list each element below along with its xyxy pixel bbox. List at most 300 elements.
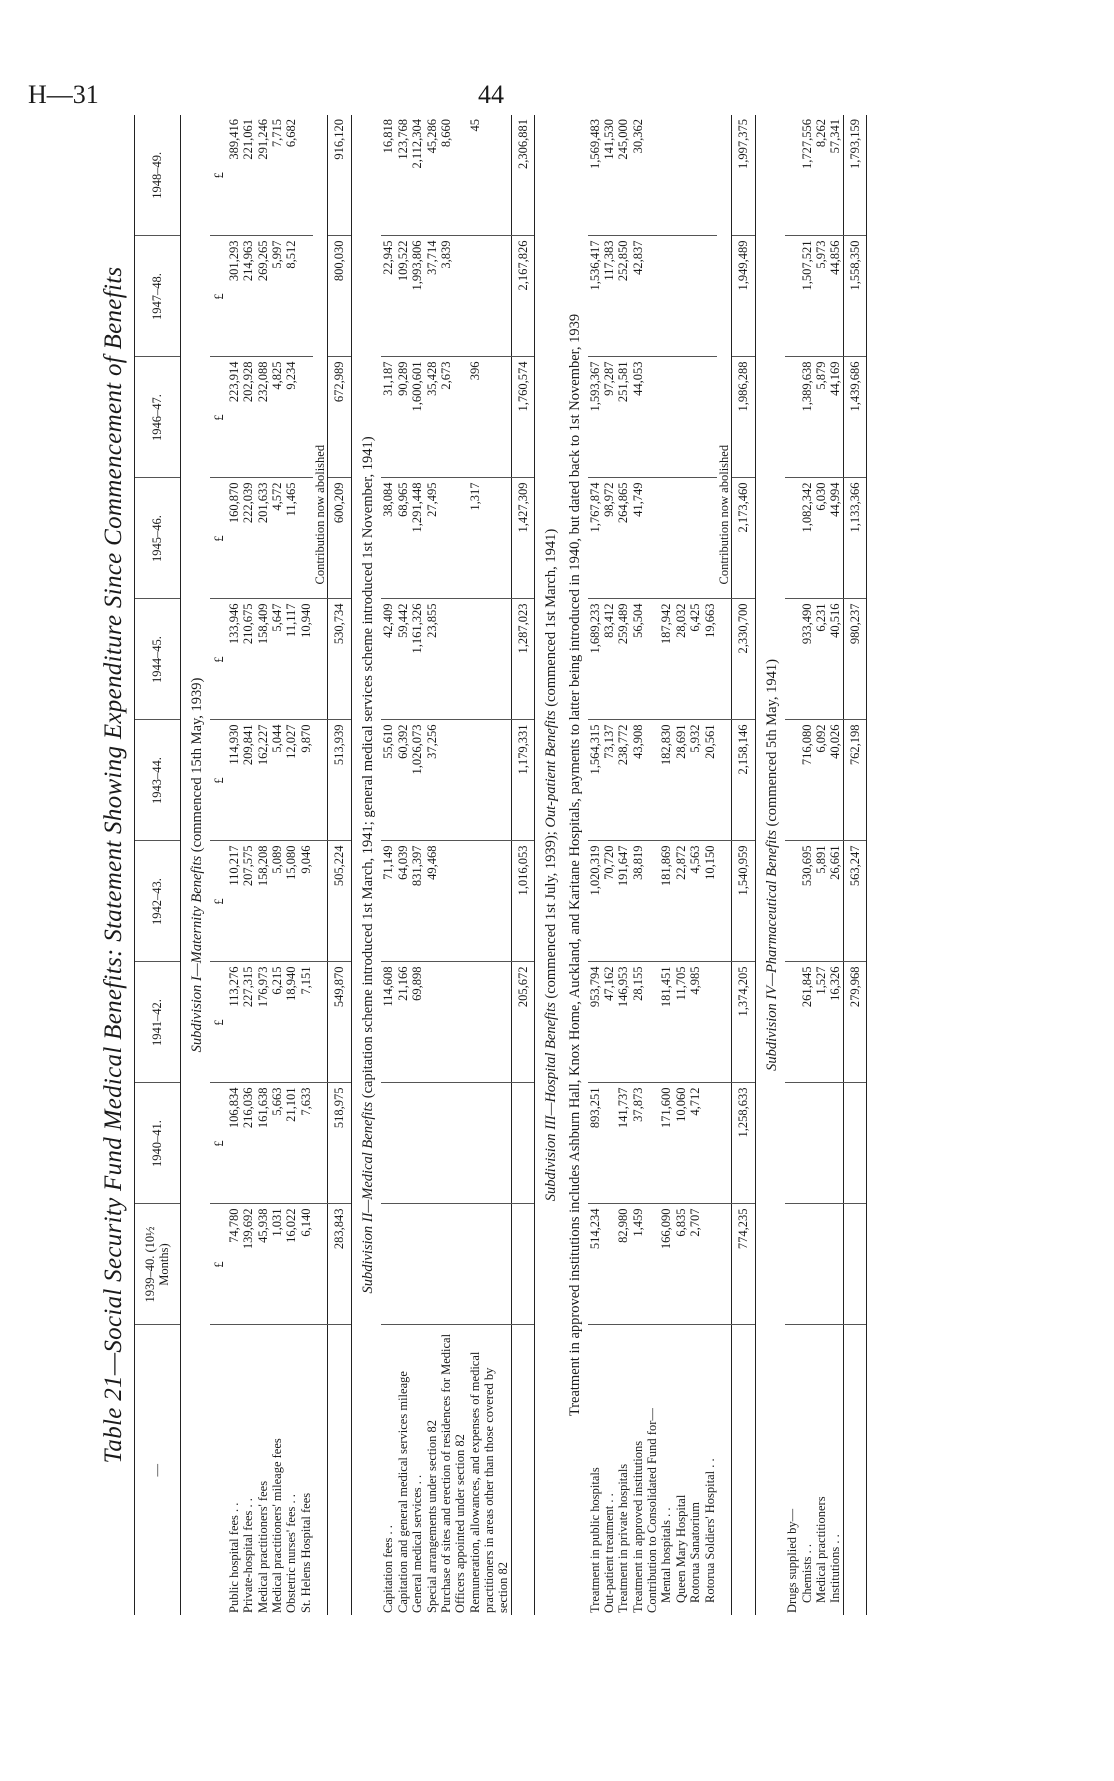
table-cell: 82,980: [616, 1204, 630, 1325]
row-label: Remuneration, allowances, and expenses of medical practitioners in areas other than those covered by section 82: [467, 1351, 511, 1613]
total-cell: 1,133,366: [843, 478, 866, 599]
table-cell: 6,140: [299, 1204, 313, 1325]
table-cell: [703, 115, 717, 236]
total-row: [732, 115, 755, 1615]
table-cell: 187,942: [659, 599, 673, 720]
table-row: [659, 115, 673, 1615]
table-row: [256, 115, 270, 1615]
table-row: [645, 115, 659, 1615]
row-label: Contribution to Consolidated Fund for—: [645, 1408, 660, 1613]
table-cell: 21,166: [396, 962, 410, 1083]
column-header: 1947–48.: [135, 236, 181, 357]
table-cell: 893,251: [588, 1083, 602, 1204]
table-row: [828, 115, 843, 1615]
total-cell: 1,997,375: [732, 115, 755, 236]
row-label: Medical practitioners' mileage fees: [269, 1438, 284, 1613]
table-cell: 98,972: [602, 478, 616, 599]
table-cell: 114,930: [227, 720, 241, 841]
table-cell: 6,231: [814, 599, 828, 720]
table-cell: [703, 962, 717, 1083]
table-cell: 171,600: [659, 1083, 673, 1204]
currency-symbol: £: [210, 115, 226, 236]
table-cell: [602, 1083, 616, 1204]
table-cell: 1,026,073: [410, 720, 424, 841]
table-cell: 4,572: [270, 478, 284, 599]
table-cell: [439, 1083, 468, 1204]
table-cell: 158,208: [256, 841, 270, 962]
table-cell: 41,749: [631, 478, 645, 599]
row-label: St. Helens Hospital fees: [298, 1492, 313, 1613]
table-cell: 1,507,521: [800, 236, 814, 357]
table-cell: 113,276: [227, 962, 241, 1083]
section-heading-part: Out-patient Benefits: [543, 710, 560, 828]
table-cell: 40,516: [828, 599, 843, 720]
table-cell: 73,137: [602, 720, 616, 841]
table-cell: 396: [468, 357, 512, 478]
section-heading-part: Subdivision I—Maternity Benefits: [188, 855, 205, 1053]
table-cell: [800, 1204, 814, 1325]
table-cell: 7,633: [299, 1083, 313, 1204]
table-cell: 49,468: [425, 841, 439, 962]
total-cell: 530,734: [328, 599, 351, 720]
table-cell: [439, 720, 468, 841]
table-cell: 181,869: [659, 841, 673, 962]
row-label: Treatment in private hospitals: [616, 1463, 631, 1613]
total-cell: 1,949,489: [732, 236, 755, 357]
table-cell: [785, 1083, 799, 1204]
table-cell: 1,291,448: [410, 478, 424, 599]
row-label: Chemists . .: [799, 1543, 814, 1603]
table-cell: 56,504: [631, 599, 645, 720]
table-cell: [468, 962, 512, 1083]
currency-symbol: £: [210, 1204, 226, 1325]
table-cell: 83,412: [602, 599, 616, 720]
table-cell: 1,317: [468, 478, 512, 599]
table-cell: 47,162: [602, 962, 616, 1083]
table-cell: 264,865: [616, 478, 630, 599]
total-row: [843, 115, 866, 1615]
table-cell: [674, 478, 688, 599]
table-cell: [468, 841, 512, 962]
table-cell: 222,039: [241, 478, 255, 599]
total-cell: 2,158,146: [732, 720, 755, 841]
table-cell: 389,416: [227, 115, 241, 236]
page-number: 44: [478, 80, 504, 109]
table-cell: [645, 236, 659, 357]
table-row: [814, 115, 828, 1615]
table-cell: 1,536,417: [588, 236, 602, 357]
table-cell: [659, 478, 673, 599]
column-header-item: —: [135, 1325, 181, 1615]
table-cell: [785, 720, 799, 841]
table-cell: 10,940: [299, 599, 313, 720]
table-cell: 11,117: [284, 599, 298, 720]
table-cell: 90,289: [396, 357, 410, 478]
table-cell: [602, 1204, 616, 1325]
total-cell: 1,179,331: [511, 720, 534, 841]
table-cell: 933,490: [800, 599, 814, 720]
total-cell: 800,030: [328, 236, 351, 357]
table-cell: 1,767,874: [588, 478, 602, 599]
table-cell: 166,090: [659, 1204, 673, 1325]
table-cell: [396, 1083, 410, 1204]
table-cell: [645, 478, 659, 599]
total-cell: 762,198: [843, 720, 866, 841]
table-cell: [425, 962, 439, 1083]
row-label: Private-hospital fees . .: [241, 1498, 256, 1613]
table-cell: 221,061: [241, 115, 255, 236]
table-cell: 45,286: [425, 115, 439, 236]
table-cell: [688, 236, 702, 357]
column-header: 1943–44.: [135, 720, 181, 841]
table-cell: [785, 599, 799, 720]
total-cell: 505,224: [328, 841, 351, 962]
total-cell: [511, 1083, 534, 1204]
section-heading-part: Subdivision IV—Pharmaceutical Benefits: [763, 830, 780, 1071]
currency-symbol: £: [210, 236, 226, 357]
table-cell: [674, 236, 688, 357]
table-cell: 23,855: [425, 599, 439, 720]
table-cell: 1,593,367: [588, 357, 602, 478]
total-cell: 1,986,288: [732, 357, 755, 478]
table-cell: 139,692: [241, 1204, 255, 1325]
total-cell: [843, 1083, 866, 1204]
table-cell: 3,839: [439, 236, 468, 357]
table-cell: [299, 357, 313, 478]
total-cell: 1,374,205: [732, 962, 755, 1083]
table-cell: 71,149: [381, 841, 395, 962]
table-cell: 6,835: [674, 1204, 688, 1325]
table-cell: [381, 1083, 395, 1204]
table-cell: 37,873: [631, 1083, 645, 1204]
table-cell: [703, 357, 717, 478]
table-row: [785, 115, 799, 1615]
column-header: 1946–47.: [135, 357, 181, 478]
table-cell: 160,870: [227, 478, 241, 599]
table-cell: 4,985: [688, 962, 702, 1083]
row-label: Public hospital fees . .: [226, 1502, 241, 1613]
table-row: [410, 115, 424, 1615]
table-cell: 245,000: [616, 115, 630, 236]
table-cell: [785, 478, 799, 599]
table-cell: [468, 1204, 512, 1325]
table-cell: 22,945: [381, 236, 395, 357]
row-label: Drugs supplied by—: [785, 1508, 800, 1613]
table-cell: [785, 236, 799, 357]
table-cell: 55,610: [381, 720, 395, 841]
table-cell: 74,780: [227, 1204, 241, 1325]
table-cell: 5,044: [270, 720, 284, 841]
total-cell: 513,939: [328, 720, 351, 841]
table-cell: 28,032: [674, 599, 688, 720]
table-cell: 28,155: [631, 962, 645, 1083]
table-cell: 1,031: [270, 1204, 284, 1325]
table-cell: 114,608: [381, 962, 395, 1083]
table-cell: 10,150: [703, 841, 717, 962]
table-cell: [645, 357, 659, 478]
section-heading-part: (capitation scheme introduced 1st March, 1941; general medical services scheme introduced 1st November, 1941): [359, 436, 376, 1102]
table-cell: 2,112,304: [410, 115, 424, 236]
table-cell: 44,053: [631, 357, 645, 478]
table-cell: [645, 115, 659, 236]
table-cell: 42,837: [631, 236, 645, 357]
table-cell: 953,794: [588, 962, 602, 1083]
table-row: [396, 115, 410, 1615]
table-cell: 9,046: [299, 841, 313, 962]
section-heading-part: (commenced 1st March, 1941): [543, 528, 560, 711]
table-cell: 60,392: [396, 720, 410, 841]
total-cell: 1,558,350: [843, 236, 866, 357]
currency-symbol: £: [210, 962, 226, 1083]
table-cell: 30,362: [631, 115, 645, 236]
table-cell: 1,569,483: [588, 115, 602, 236]
table-cell: 5,932: [688, 720, 702, 841]
table-cell: [814, 1083, 828, 1204]
row-label: Rotorua Sanatorium: [688, 1501, 703, 1603]
row-label: Treatment in public hospitals: [587, 1467, 602, 1613]
table-cell: [381, 1204, 395, 1325]
table-cell: 232,088: [256, 357, 270, 478]
table-cell: 291,246: [256, 115, 270, 236]
section-heading-part: Subdivision II—Medical Benefits: [359, 1101, 376, 1294]
currency-symbol: £: [210, 841, 226, 962]
table-cell: 109,522: [396, 236, 410, 357]
currency-symbol: £: [210, 1083, 226, 1204]
benefits-table: [134, 115, 867, 1615]
table-cell: 44,856: [828, 236, 843, 357]
table-title: Table 21—Social Security Fund Medical Benefits: Statement Showing Expenditure Since Commencement of Benefits: [100, 266, 127, 1464]
table-cell: 141,530: [602, 115, 616, 236]
table-cell: 1,161,326: [410, 599, 424, 720]
table-cell: 45: [468, 115, 512, 236]
table-cell: 191,647: [616, 841, 630, 962]
table-cell: 5,879: [814, 357, 828, 478]
table-row: [631, 115, 645, 1615]
table-cell: 2,707: [688, 1204, 702, 1325]
contribution-note: Contribution now abolished: [717, 115, 732, 599]
table-cell: 6,425: [688, 599, 702, 720]
column-header: 1944–45.: [135, 599, 181, 720]
table-row: [425, 115, 439, 1615]
table-cell: 16,818: [381, 115, 395, 236]
total-cell: 1,258,633: [732, 1083, 755, 1204]
column-header: 1939–40. (10½ Months): [135, 1204, 181, 1325]
table-cell: 146,953: [616, 962, 630, 1083]
table-cell: [703, 1204, 717, 1325]
table-cell: [674, 357, 688, 478]
table-cell: [688, 478, 702, 599]
total-cell: 1,427,309: [511, 478, 534, 599]
table-cell: [645, 962, 659, 1083]
table-cell: [800, 1083, 814, 1204]
table-cell: 530,695: [800, 841, 814, 962]
table-cell: [439, 1204, 468, 1325]
table-cell: 238,772: [616, 720, 630, 841]
table-cell: 22,872: [674, 841, 688, 962]
table-cell: 1,389,638: [800, 357, 814, 478]
table-cell: 209,841: [241, 720, 255, 841]
table-cell: [814, 1204, 828, 1325]
table-cell: 4,825: [270, 357, 284, 478]
table-row: [299, 115, 313, 1615]
table-cell: [645, 599, 659, 720]
column-header: 1940–41.: [135, 1083, 181, 1204]
section-heading-maternity: [180, 115, 210, 1615]
total-row: [511, 115, 534, 1615]
rotated-table-block: [100, 115, 1050, 1615]
table-cell: 831,397: [410, 841, 424, 962]
table-cell: [645, 1083, 659, 1204]
total-cell: 980,237: [843, 599, 866, 720]
table-cell: 4,563: [688, 841, 702, 962]
table-row: [800, 115, 814, 1615]
table-cell: [703, 236, 717, 357]
table-cell: 19,663: [703, 599, 717, 720]
total-cell: 1,540,959: [732, 841, 755, 962]
contribution-note-row: [313, 115, 328, 1615]
table-cell: 301,293: [227, 236, 241, 357]
row-label: General medical services . .: [410, 1474, 425, 1613]
total-cell: 563,247: [843, 841, 866, 962]
table-cell: 6,215: [270, 962, 284, 1083]
total-cell: 1,439,686: [843, 357, 866, 478]
table-cell: 18,940: [284, 962, 298, 1083]
table-cell: 16,022: [284, 1204, 298, 1325]
table-cell: 38,084: [381, 478, 395, 599]
table-cell: [645, 1204, 659, 1325]
total-cell: 518,975: [328, 1083, 351, 1204]
total-cell: 774,235: [732, 1204, 755, 1325]
table-cell: 181,451: [659, 962, 673, 1083]
table-cell: [703, 478, 717, 599]
total-cell: 2,306,881: [511, 115, 534, 236]
table-cell: 161,638: [256, 1083, 270, 1204]
table-row: [688, 115, 702, 1615]
table-cell: 201,633: [256, 478, 270, 599]
table-cell: 57,341: [828, 115, 843, 236]
table-row: [588, 115, 602, 1615]
table-cell: 1,082,342: [800, 478, 814, 599]
table-cell: [439, 841, 468, 962]
table-row: [674, 115, 688, 1615]
table-cell: [785, 115, 799, 236]
currency-row: [210, 115, 226, 1615]
table-cell: 43,908: [631, 720, 645, 841]
table-cell: 8,262: [814, 115, 828, 236]
table-cell: 35,428: [425, 357, 439, 478]
table-cell: [299, 478, 313, 599]
table-cell: 514,234: [588, 1204, 602, 1325]
total-cell: 549,870: [328, 962, 351, 1083]
table-cell: 6,682: [284, 115, 298, 236]
total-cell: 600,209: [328, 478, 351, 599]
table-cell: 69,898: [410, 962, 424, 1083]
table-row: [703, 115, 717, 1615]
table-cell: 8,512: [284, 236, 298, 357]
table-cell: 214,963: [241, 236, 255, 357]
section-heading-part: Subdivision III—Hospital Benefits: [543, 1002, 560, 1202]
row-label: Purchase of sites and erection of residences for Medical Officers appointed under section 82: [438, 1333, 468, 1613]
table-cell: [785, 962, 799, 1083]
table-cell: [659, 236, 673, 357]
table-cell: 1,564,315: [588, 720, 602, 841]
table-cell: 1,459: [631, 1204, 645, 1325]
table-cell: [659, 115, 673, 236]
table-cell: 44,994: [828, 478, 843, 599]
column-header: 1941–42.: [135, 962, 181, 1083]
table-cell: 38,819: [631, 841, 645, 962]
section-heading-part: (commenced 1st July, 1939);: [543, 827, 560, 1003]
table-cell: 37,256: [425, 720, 439, 841]
section-subheading: Treatment in approved institutions includes Ashburn Hall, Knox Home, Auckland, and Karitane Hospitals, payments to latter being introduced in 1940, but dated back to 1st November, 1939: [566, 313, 583, 1417]
table-row: [241, 115, 255, 1615]
table-cell: 4,712: [688, 1083, 702, 1204]
table-cell: [439, 599, 468, 720]
section-heading-medical: [351, 115, 381, 1615]
table-cell: 1,727,556: [800, 115, 814, 236]
table-cell: [688, 357, 702, 478]
total-cell: 279,968: [843, 962, 866, 1083]
row-label: Queen Mary Hospital: [673, 1494, 688, 1603]
table-cell: 7,151: [299, 962, 313, 1083]
table-cell: 5,647: [270, 599, 284, 720]
table-cell: [468, 1083, 512, 1204]
table-cell: [299, 236, 313, 357]
table-cell: 162,227: [256, 720, 270, 841]
table-cell: [299, 115, 313, 236]
table-cell: [468, 599, 512, 720]
row-label: Out-patient treatment . .: [601, 1493, 616, 1613]
table-cell: 133,946: [227, 599, 241, 720]
table-cell: 20,561: [703, 720, 717, 841]
table-cell: 40,026: [828, 720, 843, 841]
table-row: [616, 115, 630, 1615]
table-cell: 5,663: [270, 1083, 284, 1204]
table-cell: 6,092: [814, 720, 828, 841]
table-cell: 207,575: [241, 841, 255, 962]
currency-symbol: £: [210, 720, 226, 841]
total-cell: 1,287,023: [511, 599, 534, 720]
table-cell: 1,600,601: [410, 357, 424, 478]
total-cell: 2,167,826: [511, 236, 534, 357]
table-row: [270, 115, 284, 1615]
table-cell: 158,409: [256, 599, 270, 720]
row-label: Rotorua Soldiers' Hospital . .: [702, 1458, 717, 1603]
table-cell: 123,768: [396, 115, 410, 236]
total-row: [328, 115, 351, 1615]
table-cell: [785, 841, 799, 962]
table-cell: 9,870: [299, 720, 313, 841]
table-cell: [468, 720, 512, 841]
table-cell: 252,850: [616, 236, 630, 357]
total-cell: [511, 1204, 534, 1325]
table-cell: [703, 1083, 717, 1204]
table-cell: [674, 115, 688, 236]
column-header: 1948–49.: [135, 115, 181, 236]
table-cell: 8,660: [439, 115, 468, 236]
table-cell: [425, 1204, 439, 1325]
table-cell: 251,581: [616, 357, 630, 478]
table-cell: 28,691: [674, 720, 688, 841]
table-cell: 210,675: [241, 599, 255, 720]
table-cell: [410, 1204, 424, 1325]
table-cell: 202,928: [241, 357, 255, 478]
table-cell: [785, 357, 799, 478]
total-cell: 283,843: [328, 1204, 351, 1325]
table-row: [468, 115, 512, 1615]
table-row: [602, 115, 616, 1615]
table-cell: 64,039: [396, 841, 410, 962]
